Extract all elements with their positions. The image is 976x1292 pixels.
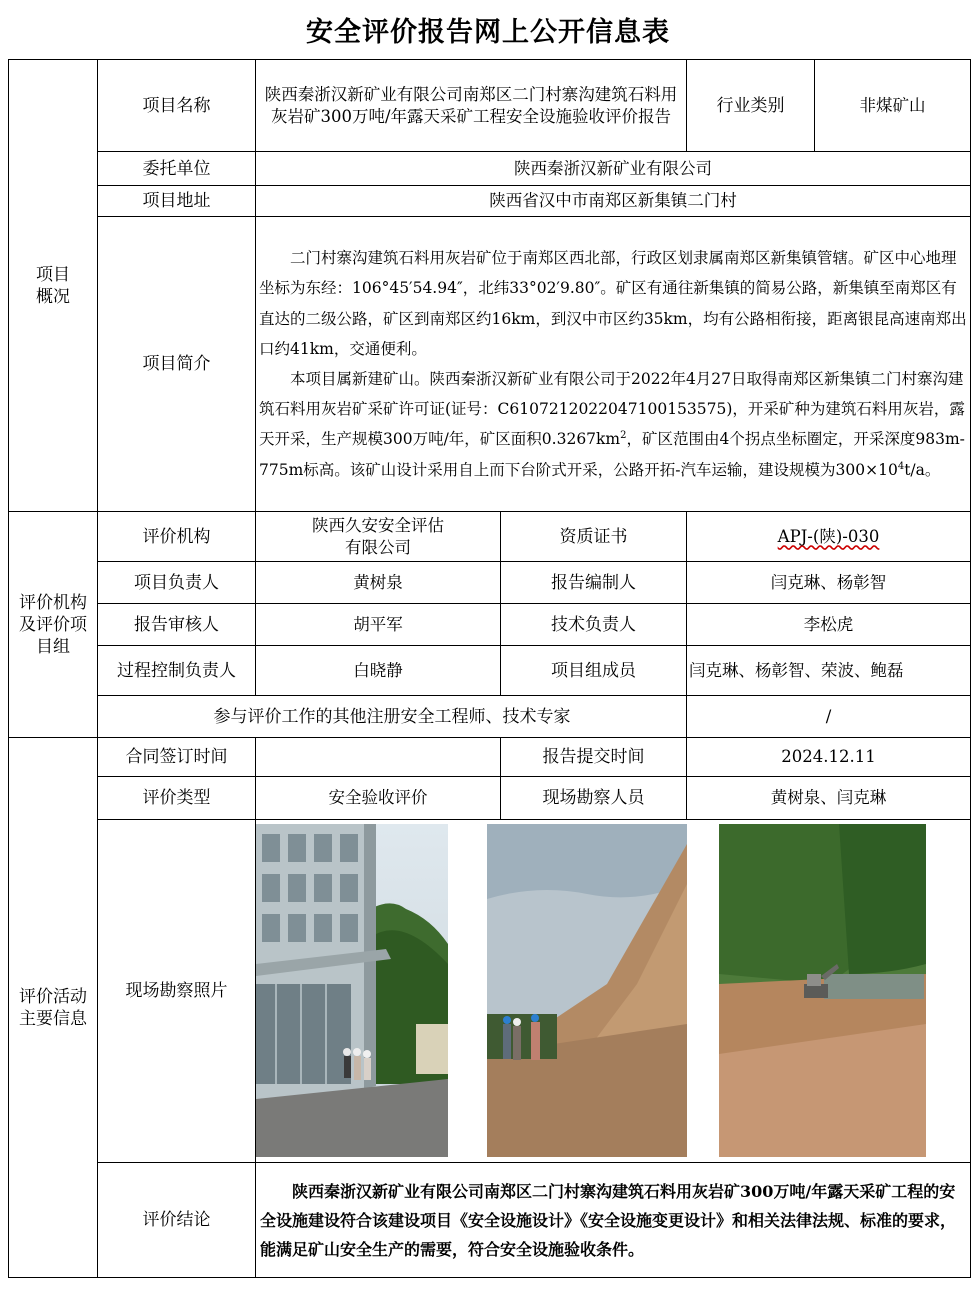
industry-label: 行业类别 <box>687 60 815 152</box>
conclusion-label: 评价结论 <box>98 1163 256 1278</box>
agency-label: 评价机构 <box>98 512 256 562</box>
overview-group-label: 项目概况 <box>9 60 98 512</box>
other-label: 参与评价工作的其他注册安全工程师、技术专家 <box>98 696 687 738</box>
submit-value: 2024.12.11 <box>687 738 971 777</box>
info-table <box>8 59 971 1278</box>
contract-value <box>256 738 501 777</box>
cert-value: APJ-(陕)-030 <box>687 512 971 562</box>
survey-label: 现场勘察人员 <box>501 777 687 820</box>
intro-paragraph-2: 本项目属新建矿山。陕西秦浙汉新矿业有限公司于2022年4月27日取得南郑区新集镇二门村寨沟建筑石料用灰岩矿采矿许可证(证号：C6107212022047100153575)，开采矿种为建筑石料用灰岩，露天开采，生产规模300万吨/年，矿区面积$0.3267km^2$，矿区范围由4个拐点坐标圈定，开采深度983m-775m标高。该矿山设计采用自上而下台阶式开采，公路开拓-汽车运输，建设规模为$300\times 10^4t/a$。 <box>259 370 965 479</box>
leader-value: 黄树泉 <box>256 562 501 604</box>
tech-label: 技术负责人 <box>501 604 687 646</box>
process-value: 白晓静 <box>256 646 501 696</box>
intro-label: 项目简介 <box>98 217 256 512</box>
process-label: 过程控制负责人 <box>98 646 256 696</box>
type-value: 安全验收评价 <box>256 777 501 820</box>
client-label: 委托单位 <box>98 152 256 186</box>
survey-value: 黄树泉、闫克琳 <box>687 777 971 820</box>
tech-value: 李松虎 <box>687 604 971 646</box>
project-name-label: 项目名称 <box>98 60 256 152</box>
intro-paragraph-1: 二门村寨沟建筑石料用灰岩矿位于南郑区西北部，行政区划隶属南郑区新集镇管辖。矿区中心地理坐标为东经：106°45′54.94″，北纬33°02′9.80″。矿区有通往新集镇的简易公路，新集镇至南郑区有直达的二级公路，矿区到南郑区约16km，到汉中市区约35km，均有公路相衔接，距离银昆高速南郑出口约41km，交通便利。 <box>259 249 967 358</box>
type-label: 评价类型 <box>98 777 256 820</box>
project-name-value: 陕西秦浙汉新矿业有限公司南郑区二门村寨沟建筑石料用灰岩矿300万吨/年露天采矿工程安全设施验收评价报告 <box>256 60 687 152</box>
agency-value: 陕西久安安全评估有限公司 <box>256 512 501 562</box>
photos-label: 现场勘察照片 <box>98 820 256 1163</box>
contract-label: 合同签订时间 <box>98 738 256 777</box>
page-title: 安全评价报告网上公开信息表 <box>306 17 670 48</box>
address-label: 项目地址 <box>98 186 256 217</box>
conclusion-text: 陕西秦浙汉新矿业有限公司南郑区二门村寨沟建筑石料用灰岩矿300万吨/年露天采矿工程的安全设施建设符合该建设项目《安全设施设计》《安全设施变更设计》和相关法律法规、标准的要求，能满足矿山安全生产的需要，符合安全设施验收条件。 <box>256 1163 971 1278</box>
site-photo-excavator <box>719 824 926 1157</box>
address-value: 陕西省汉中市南郑区新集镇二门村 <box>256 186 971 217</box>
reviewer-value: 胡平军 <box>256 604 501 646</box>
industry-value: 非煤矿山 <box>815 60 971 152</box>
site-photo-slope <box>487 824 687 1157</box>
compiler-label: 报告编制人 <box>501 562 687 604</box>
photos-cell <box>256 820 971 1163</box>
cert-label: 资质证书 <box>501 512 687 562</box>
other-value: / <box>687 696 971 738</box>
org-group-label: 评价机构及评价项目组 <box>9 512 98 738</box>
submit-label: 报告提交时间 <box>501 738 687 777</box>
reviewer-label: 报告审核人 <box>98 604 256 646</box>
members-label: 项目组成员 <box>501 646 687 696</box>
intro-text <box>256 217 971 512</box>
compiler-value: 闫克琳、杨彰智 <box>687 562 971 604</box>
client-value: 陕西秦浙汉新矿业有限公司 <box>256 152 971 186</box>
site-photo-building <box>256 824 448 1157</box>
activity-group-label: 评价活动主要信息 <box>9 738 98 1278</box>
leader-label: 项目负责人 <box>98 562 256 604</box>
members-value: 闫克琳、杨彰智、荣波、鲍磊 <box>687 646 971 696</box>
